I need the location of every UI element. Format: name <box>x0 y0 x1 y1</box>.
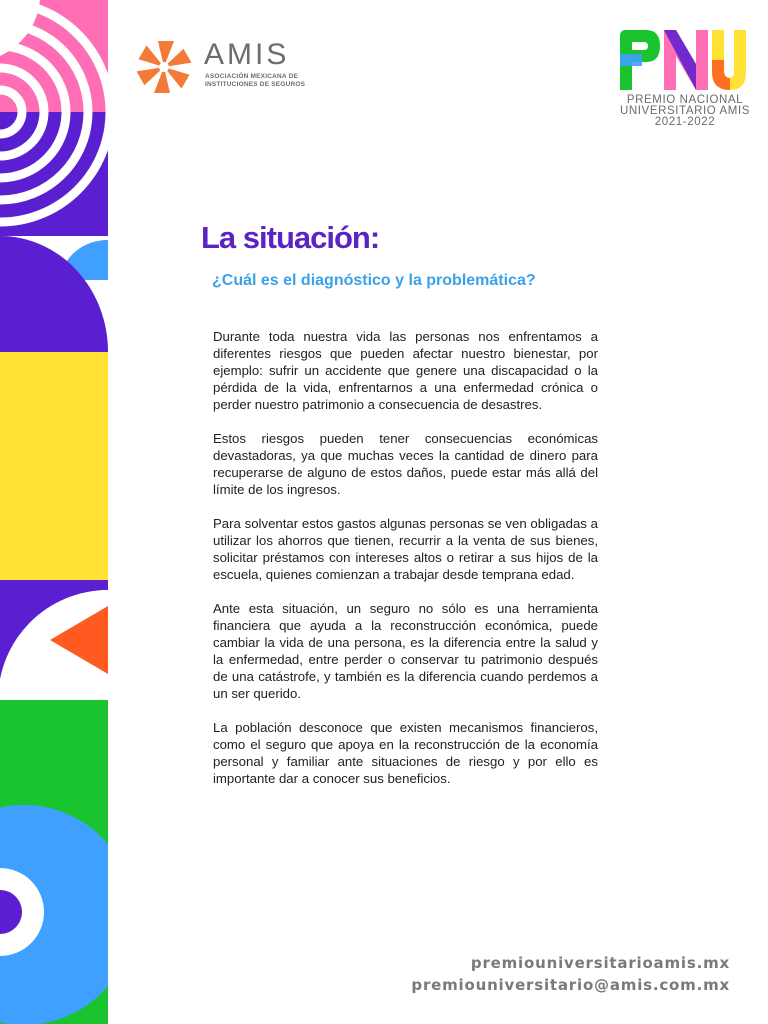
email-link[interactable]: premiouniversitario@amis.com.mx <box>411 976 730 994</box>
pnu-monogram-icon <box>620 30 746 92</box>
page-title: La situación: <box>201 220 380 255</box>
pnu-line1: PREMIO NACIONAL <box>626 94 744 106</box>
pnu-line2: UNIVERSITARIO AMIS <box>619 105 751 117</box>
footer-contact <box>411 952 730 996</box>
paragraph-3: Para solventar estos gastos algunas personas se ven obligadas a utilizar los ahorros que tienen, recurrir a la venta de sus bienes, solicitar préstamos con intereses altos o retirar a sus hijos de la escuela, quienes comienzan a trabajar desde temprana edad. <box>213 516 598 582</box>
pnu-text <box>612 95 758 128</box>
paragraph-4: Ante esta situación, un seguro no sólo es una herramienta financiera que ayuda a la reconstrucción económica, puede cambiar la vida de una persona, es la diferencia entre la salud y la enfermedad, entre perder o conservar tu patrimonio después de una catástrofe, y también es la diferencia cuando perdemos a un ser querido. <box>213 601 598 701</box>
paragraph-5: La población desconoce que existen mecanismos financieros, como el seguro que apoya en la reconstrucción de la economía personal y familiar ante situaciones de riesgo y por ello es importante dar a conocer sus beneficios. <box>213 720 598 786</box>
amis-subtitle: ASOCIACIÓN MEXICANA DE INSTITUCIONES DE SEGUROS <box>205 73 306 88</box>
pnu-logo <box>612 28 752 138</box>
body-text <box>213 328 598 804</box>
website-link[interactable]: premiouniversitarioamis.mx <box>470 954 730 972</box>
pnu-line3: 2021-2022 <box>654 116 716 128</box>
amis-flower-icon <box>134 38 194 96</box>
paragraph-2: Estos riesgos pueden tener consecuencias económicas devastadoras, ya que muchas veces la cantidad de dinero para recuperarse de alguno de estos daños, puede estar más allá del límite de los ingresos. <box>213 431 598 497</box>
page-subtitle: ¿Cuál es el diagnóstico y la problemática? <box>212 272 536 289</box>
paragraph-1: Durante toda nuestra vida las personas nos enfrentamos a diferentes riesgos que pueden afectar nuestro bienestar, por ejemplo: sufrir un accidente que genere una discapacidad o la pérdida de la vida, enfrentarnos a una enfermedad crónica o perder nuestro patrimonio a consecuencia de desastres. <box>213 329 598 412</box>
amis-logo <box>134 38 314 96</box>
amis-wordmark: AMIS <box>204 38 290 71</box>
geometric-pattern <box>0 0 108 1024</box>
decorative-side-strip <box>0 0 108 1024</box>
